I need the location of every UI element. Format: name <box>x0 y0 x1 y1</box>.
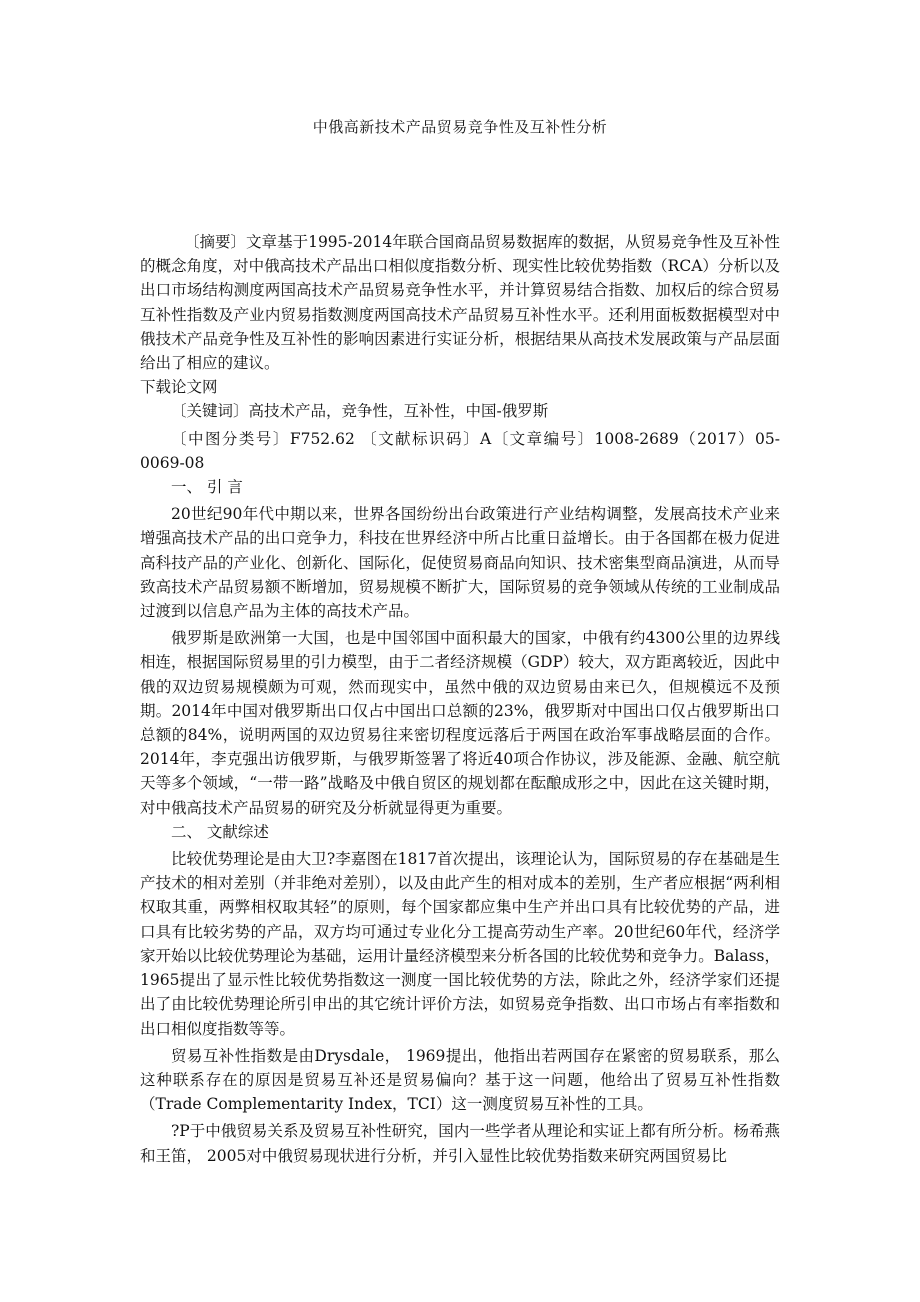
classification-line: 〔中图分类号〕F752.62 〔文献标识码〕A〔文章编号〕1008-2689（2017）05-0069-08 <box>140 429 780 472</box>
body-paragraph: 20世纪90年代中期以来，世界各国纷纷出台政策进行产业结构调整，发展高技术产业来增强高技术产品的出口竞争力，科技在世界经济中所占比重日益增长。由于各国都在极力促进高科技产品的产业化、创新化、国际化，促使贸易商品向知识、技术密集型商品演进，从而导致高技术产品贸易额不断增加，贸易规模不断扩大，国际贸易的竞争领域从传统的工业制成品过渡到以信息产品为主体的高技术产品。 <box>140 505 780 621</box>
document-body <box>140 230 780 1168</box>
body-paragraph: 俄罗斯是欧洲第一大国，也是中国邻国中面积最大的国家，中俄有约4300公里的边界线相连，根据国际贸易里的引力模型，由于二者经济规模（GDP）较大，双方距离较近，因此中俄的双边贸易规模颇为可观，然而现实中，虽然中俄的双边贸易由来已久，但规模远不及预期。2014年中国对俄罗斯出口仅占中国出口总额的23%，俄罗斯对中国出口仅占俄罗斯出口总额的84%，说明两国的双边贸易往来密切程度远落后于两国在政治军事战略层面的合作。2014年，李克强出访俄罗斯，与俄罗斯签署了将近40项合作协议，涉及能源、金融、航空航天等多个领域，“一带一路”战略及中俄自贸区的规划都在酝酿成形之中，因此在这关键时期，对中俄高技术产品贸易的研究及分析就显得更为重要。 <box>140 629 780 817</box>
abstract-paragraph: 〔摘要〕文章基于1995-2014年联合国商品贸易数据库的数据，从贸易竞争性及互补性的概念角度，对中俄高技术产品出口相似度指数分析、现实性比较优势指数（RCA）分析以及出口市场结构测度两国高技术产品贸易竞争性水平，并计算贸易结合指数、加权后的综合贸易互补性指数及产业内贸易指数测度两国高技术产品贸易互补性水平。还利用面板数据模型对中俄技术产品竞争性及互补性的影响因素进行实证分析，根据结果从高技术发展政策与产品层面给出了相应的建议。 <box>140 233 780 373</box>
body-paragraph: 贸易互补性指数是由Drysdale， 1969提出，他指出若两国存在紧密的贸易联系，那么这种联系存在的原因是贸易互补还是贸易偏向？基于这一问题，他给出了贸易互补性指数（Trade Complementarity Index，TCI）这一测度贸易互补性的工具。 <box>140 1046 780 1114</box>
body-paragraph: 比较优势理论是由大卫?李嘉图在1817首次提出，该理论认为，国际贸易的存在基础是生产技术的相对差别（并非绝对差别），以及由此产生的相对成本的差别，生产者应根据“两利相权取其重，两弊相权取其轻”的原则，每个国家都应集中生产并出口具有比较优势的产品，进口具有比较劣势的产品，双方均可通过专业化分工提高劳动生产率。20世纪60年代，经济学家开始以比较优势理论为基础，运用计量经济模型来分析各国的比较优势和竞争力。Balass， 1965提出了显示性比较优势指数这一测度一国比较优势的方法，除此之外，经济学家们还提出了由比较优势理论所引申出的其它统计评价方法，如贸易竞争指数、出口市场占有率指数和出口相似度指数等等。 <box>140 850 780 1038</box>
section-heading-literature-review: 二、 文献综述 <box>171 822 269 841</box>
section-heading-introduction: 一、 引 言 <box>171 478 243 497</box>
download-label: 下载论文网 <box>140 378 218 397</box>
body-paragraph: ?P于中俄贸易关系及贸易互补性研究，国内一些学者从理论和实证上都有所分析。杨希燕和王笛， 2005对中俄贸易现状进行分析，并引入显性比较优势指数来研究两国贸易比 <box>140 1122 780 1165</box>
keywords-line: 〔关键词〕高技术产品，竞争性，互补性，中国-俄罗斯 <box>171 402 549 421</box>
document-title: 中俄高新技术产品贸易竞争性及互补性分析 <box>312 118 608 136</box>
